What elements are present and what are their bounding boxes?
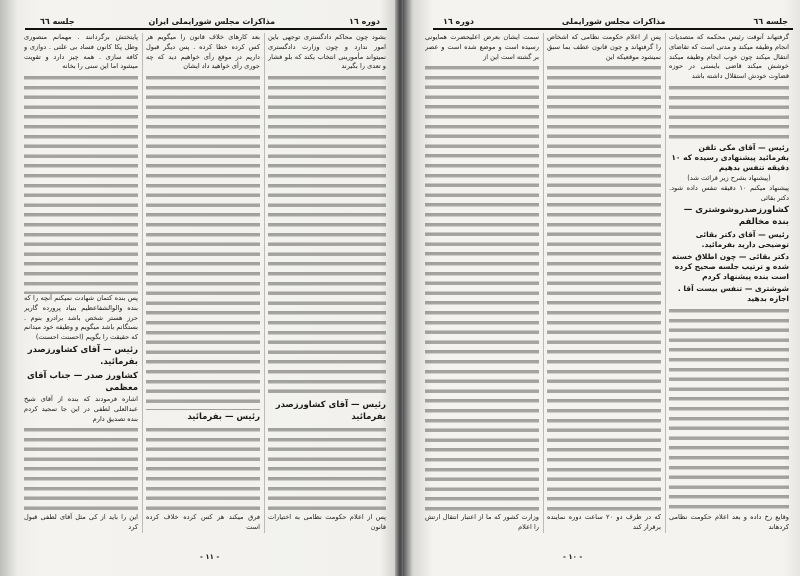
paragraph: وقایع رخ داده و بعد اعلام حکومت نظامی کردهاند bbox=[669, 513, 789, 532]
paragraph: پس بنده کتمان شهادت نمیکنم آنچه را که بنده والوالشفاعظیم بنیاد پرورده گاریر حرز هستر شخص باشد برادرو بنوم . بستگانم باشد میگویم و وظیفه خود میدانم که حقیقت را بگویم (احسنت احسنت) bbox=[24, 294, 138, 342]
note: (پیشنهاد بشرح زیر قرائت شد) bbox=[687, 173, 771, 182]
page-header bbox=[443, 14, 788, 26]
term-label: دوره ١٦ bbox=[443, 17, 474, 26]
body-text bbox=[669, 83, 789, 142]
body-text bbox=[146, 425, 260, 513]
speaker-heading: رئیس — آقای کشاورزصدر بفرمائید. bbox=[27, 345, 138, 368]
paragraph: گرفتهاند آنوقت رئیس محکمه که متصدیات انجام وظیفه میکند و مدتی است که تقاضای انتقال میکند چون خوب انجام وظیفه میکند خوشش میکند قاضی بایستی در حوزه قضاوت خودش استقلال داشته باشد bbox=[669, 33, 789, 81]
text-column bbox=[24, 33, 138, 533]
paragraph: اشاره فرمودند که بنده از آقای شیخ عبدالعلی لطفی در این جا تمجید کردم بنده تصدیق دارم bbox=[24, 395, 138, 423]
term-label: دوره ١٦ bbox=[349, 17, 380, 26]
paragraph: پس از اعلام حکومت نظامی که اشخاص را گرفتهاند و چون قانون عطف بما سبق نمیشود موقعیکه این bbox=[547, 33, 661, 61]
session-label: جلسه ٦٦ bbox=[40, 17, 75, 26]
speaker-heading: شوشتری — تنفس بیست آقا . اجازه بدهید bbox=[677, 284, 789, 304]
speaker-heading: کشاورزصدروشوشتری — بنده مخالفم bbox=[683, 205, 789, 228]
paragraph: وزارت کشور که ما از اعتبار انتقال ارتش را اعلام bbox=[425, 513, 539, 532]
body-text bbox=[24, 73, 138, 294]
speaker-heading: کشاورز صدر — جناب آقای معظمی bbox=[27, 371, 138, 394]
text-column bbox=[425, 33, 539, 533]
paragraph: بعد کارهای خلاف قانون را میگویم هر کس کرده خطا کرده . پس دیگر قبول داریم در موقع رأی خواهیم دید که چه جوری رأی خواهید داد ایشان bbox=[146, 33, 260, 71]
paragraph: پیشنهاد میکنم ۱۰ دقیقه تنفس داده شود. دکتر بقائی bbox=[669, 183, 789, 202]
page-header bbox=[40, 14, 380, 26]
body-text bbox=[547, 63, 661, 513]
header-rule bbox=[25, 28, 387, 30]
body-text bbox=[669, 306, 789, 513]
page-number: - ١١ - bbox=[200, 553, 220, 561]
speaker-heading: رئیس — بفرمائید bbox=[187, 412, 260, 423]
speaker-heading: رئیس — آقای کشاورزصدر بفرمائید bbox=[275, 400, 386, 423]
speaker-heading: دکتر بقائی — چون اطلاق خسته شده و ترتیب جلسه صحیح کرده است بنده پیشنهاد کردم bbox=[671, 252, 789, 282]
text-column bbox=[146, 33, 260, 533]
paragraph: فرق میکند هر کس کرده خلاف کرده است bbox=[146, 513, 260, 532]
paragraph: سمت ایشان بعرض اعلیحضرت همایونی رسیده است و موضع شده است و عصر بر گشته است این از bbox=[425, 33, 539, 61]
paragraph: که در ظرف دو ۲۰ ساعت دوره نماینده برقرار کند bbox=[547, 513, 661, 532]
column-divider bbox=[264, 33, 265, 533]
body-text bbox=[146, 73, 260, 410]
text-column bbox=[268, 33, 386, 533]
page-number: - ١٠ - bbox=[563, 553, 583, 561]
body-text bbox=[268, 73, 386, 398]
page-title: مذاکرات مجلس شورایملی ایران bbox=[148, 17, 276, 26]
right-page bbox=[403, 0, 800, 576]
column-divider bbox=[543, 33, 544, 533]
left-page bbox=[0, 0, 397, 576]
text-column bbox=[547, 33, 661, 533]
column-divider bbox=[142, 33, 143, 533]
text-column bbox=[669, 33, 789, 533]
paragraph: بشود چون محاکم دادگستری توجهی باین امور ندارد و چون وزارت دادگستری نمیتواند مأمورینی انتخاب بکند که بلو فشار و تعدی را بگیرند bbox=[268, 33, 386, 71]
speaker-heading: رئیس — آقای مکی تلفن بفرمائید پیشنهادی رسیده که ۱۰ دقیقه تنفس بدهیم bbox=[671, 142, 789, 172]
speaker-heading: رئیس — آقای دکتر بقائی توضیحی دارید بفرمائید. bbox=[695, 230, 789, 250]
paragraph: پس از اعلام حکومت نظامی به اختیارات قانون bbox=[268, 513, 386, 532]
body-text bbox=[268, 425, 386, 513]
body-text bbox=[425, 63, 539, 513]
column-divider bbox=[665, 33, 666, 533]
paragraph: پایتختش برگردانند . مهمانم منصوری وطل پکا کانون فساد بی علتی . دوازی و کافه سازی . همه چیز دارد و تقویت میشود اما این سنی را بخانه bbox=[24, 33, 138, 71]
paragraph: این را باید از کی مثل آقای لطفی قبول کرد bbox=[24, 513, 138, 532]
page-title: مذاکرات مجلس شورایملی bbox=[561, 17, 666, 26]
body-text bbox=[24, 425, 138, 513]
session-label: جلسه ٦٦ bbox=[753, 17, 788, 26]
header-rule bbox=[433, 28, 793, 30]
